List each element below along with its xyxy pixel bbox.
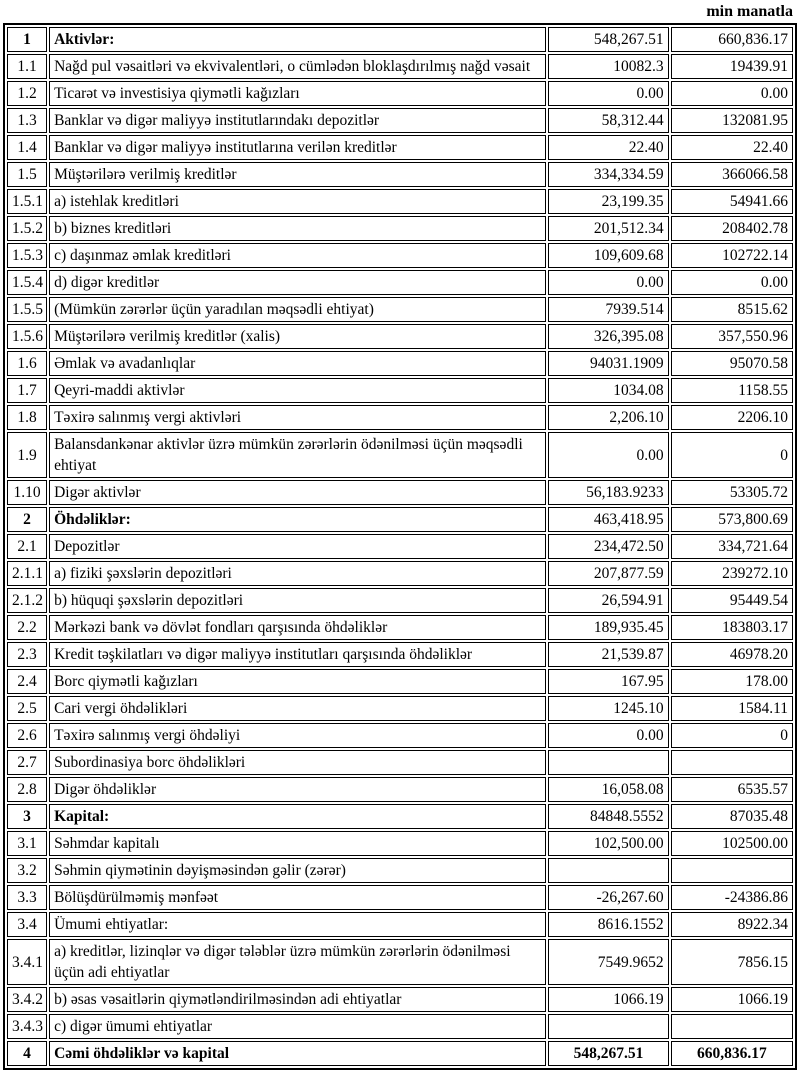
table-row — [7, 189, 793, 214]
row-label-cell: Səhmdar kapitalı — [49, 831, 546, 856]
unit-label: min manatla — [706, 3, 793, 20]
value-cell-2: -24386.86 — [671, 885, 793, 910]
table-row — [7, 507, 793, 532]
row-label-cell: b) hüquqi şəxslərin depozitləri — [49, 588, 546, 613]
table-row — [7, 912, 793, 937]
table-row — [7, 885, 793, 910]
row-number-cell: 2.2 — [7, 615, 47, 640]
table-row — [7, 939, 793, 985]
row-number-cell: 1.5.2 — [7, 216, 47, 241]
row-label-cell: Kredit təşkilatları və digər maliyyə institutları qarşısında öhdəliklər — [49, 642, 546, 667]
row-label-cell: Banklar və digər maliyyə institutlarına verilən kreditlər — [49, 135, 546, 160]
row-label-cell: d) digər kreditlər — [49, 270, 546, 295]
value-cell-2 — [671, 750, 793, 775]
table-row — [7, 216, 793, 241]
table-row — [7, 27, 793, 52]
value-cell-1: 0.00 — [548, 723, 668, 748]
row-label-cell: Ümumi ehtiyatlar: — [49, 912, 546, 937]
row-number-cell: 1.1 — [7, 54, 47, 79]
table-row — [7, 561, 793, 586]
row-number-cell: 1.2 — [7, 81, 47, 106]
value-cell-1: 334,334.59 — [548, 162, 668, 187]
value-cell-2: 183803.17 — [671, 615, 793, 640]
value-cell-2 — [671, 1014, 793, 1039]
value-cell-1: 8616.1552 — [548, 912, 668, 937]
value-cell-1: 0.00 — [548, 81, 668, 106]
value-cell-1: 548,267.51 — [548, 1041, 668, 1066]
row-number-cell: 2.1.2 — [7, 588, 47, 613]
value-cell-1: 21,539.87 — [548, 642, 668, 667]
row-label-cell: Səhmin qiymətinin dəyişməsindən gəlir (zərər) — [49, 858, 546, 883]
value-cell-1: 16,058.08 — [548, 777, 668, 802]
row-label-cell: b) əsas vəsaitlərin qiymətləndirilməsindən adi ehtiyatlar — [49, 987, 546, 1012]
value-cell-1: 58,312.44 — [548, 108, 668, 133]
row-label-cell: a) fiziki şəxslərin depozitləri — [49, 561, 546, 586]
row-number-cell: 1.5 — [7, 162, 47, 187]
value-cell-1: 167.95 — [548, 669, 668, 694]
row-number-cell: 3.2 — [7, 858, 47, 883]
row-label-cell: a) kreditlər, lizinqlər və digər tələblər üzrə mümkün zərərlərin ödənilməsi üçün adi ehtiyatlar — [49, 939, 546, 985]
value-cell-2: 22.40 — [671, 135, 793, 160]
row-number-cell: 1.4 — [7, 135, 47, 160]
row-number-cell: 1.5.4 — [7, 270, 47, 295]
value-cell-2: 87035.48 — [671, 804, 793, 829]
value-cell-1: 463,418.95 — [548, 507, 668, 532]
table-row — [7, 534, 793, 559]
table-row — [7, 81, 793, 106]
value-cell-1: 1245.10 — [548, 696, 668, 721]
table-row — [7, 162, 793, 187]
value-cell-2: 366066.58 — [671, 162, 793, 187]
value-cell-1: 109,609.68 — [548, 243, 668, 268]
row-label-cell: Ticarət və investisiya qiymətli kağızları — [49, 81, 546, 106]
row-label-cell: Borc qiymətli kağızları — [49, 669, 546, 694]
row-label-cell: Aktivlər: — [49, 27, 546, 52]
value-cell-1: 1034.08 — [548, 378, 668, 403]
row-label-cell: Cəmi öhdəliklər və kapital — [49, 1041, 546, 1066]
row-number-cell: 1.9 — [7, 432, 47, 478]
value-cell-1: 84848.5552 — [548, 804, 668, 829]
table-row — [7, 324, 793, 349]
row-label-cell: c) digər ümumi ehtiyatlar — [49, 1014, 546, 1039]
row-number-cell: 3.3 — [7, 885, 47, 910]
row-label-cell: Qeyri-maddi aktivlər — [49, 378, 546, 403]
value-cell-2: 8922.34 — [671, 912, 793, 937]
row-number-cell: 2.4 — [7, 669, 47, 694]
table-row — [7, 1014, 793, 1039]
value-cell-1 — [548, 858, 668, 883]
row-label-cell: Əmlak və avadanlıqlar — [49, 351, 546, 376]
row-label-cell: Nağd pul vəsaitləri və ekvivalentləri, o cümlədən bloklaşdırılmış nağd vəsait — [49, 54, 546, 79]
value-cell-2 — [671, 858, 793, 883]
value-cell-1 — [548, 750, 668, 775]
value-cell-2: 1584.11 — [671, 696, 793, 721]
value-cell-2: 95449.54 — [671, 588, 793, 613]
table-row — [7, 351, 793, 376]
table-row — [7, 804, 793, 829]
value-cell-1: 7939.514 — [548, 297, 668, 322]
value-cell-1 — [548, 1014, 668, 1039]
table-row — [7, 669, 793, 694]
row-number-cell: 1.10 — [7, 480, 47, 505]
value-cell-2: 0 — [671, 723, 793, 748]
row-number-cell: 2.8 — [7, 777, 47, 802]
row-number-cell: 1.7 — [7, 378, 47, 403]
table-row — [7, 696, 793, 721]
table-row — [7, 588, 793, 613]
value-cell-1: 0.00 — [548, 270, 668, 295]
value-cell-2: 208402.78 — [671, 216, 793, 241]
row-label-cell: Müştərilərə verilmiş kreditlər — [49, 162, 546, 187]
row-number-cell: 3.4 — [7, 912, 47, 937]
row-number-cell: 2.1 — [7, 534, 47, 559]
value-cell-2: 102500.00 — [671, 831, 793, 856]
value-cell-2: 1066.19 — [671, 987, 793, 1012]
row-number-cell: 2.7 — [7, 750, 47, 775]
row-label-cell: c) daşınmaz əmlak kreditləri — [49, 243, 546, 268]
row-label-cell: a) istehlak kreditləri — [49, 189, 546, 214]
value-cell-1: 23,199.35 — [548, 189, 668, 214]
row-number-cell: 2.5 — [7, 696, 47, 721]
row-number-cell: 3.1 — [7, 831, 47, 856]
value-cell-1: 234,472.50 — [548, 534, 668, 559]
value-cell-2: 54941.66 — [671, 189, 793, 214]
row-number-cell: 1.5.5 — [7, 297, 47, 322]
row-label-cell: Müştərilərə verilmiş kreditlər (xalis) — [49, 324, 546, 349]
value-cell-2: 239272.10 — [671, 561, 793, 586]
value-cell-2: 660,836.17 — [671, 1041, 793, 1066]
value-cell-2: 0 — [671, 432, 793, 478]
table-row — [7, 297, 793, 322]
row-number-cell: 1 — [7, 27, 47, 52]
value-cell-2: 19439.91 — [671, 54, 793, 79]
table-row — [7, 642, 793, 667]
value-cell-1: 548,267.51 — [548, 27, 668, 52]
row-number-cell: 2.3 — [7, 642, 47, 667]
table-body — [7, 27, 793, 1066]
row-number-cell: 2 — [7, 507, 47, 532]
value-cell-1: 207,877.59 — [548, 561, 668, 586]
row-label-cell: Depozitlər — [49, 534, 546, 559]
table-row — [7, 858, 793, 883]
row-label-cell: Balansdankənar aktivlər üzrə mümkün zərərlərin ödənilməsi üçün məqsədli ehtiyat — [49, 432, 546, 478]
row-label-cell: Digər öhdəliklər — [49, 777, 546, 802]
value-cell-2: 0.00 — [671, 270, 793, 295]
row-label-cell: Mərkəzi bank və dövlət fondları qarşısında öhdəliklər — [49, 615, 546, 640]
value-cell-2: 660,836.17 — [671, 27, 793, 52]
table-row — [7, 750, 793, 775]
row-label-cell: Öhdəliklər: — [49, 507, 546, 532]
row-number-cell: 4 — [7, 1041, 47, 1066]
value-cell-1: 56,183.9233 — [548, 480, 668, 505]
value-cell-2: 53305.72 — [671, 480, 793, 505]
table-row — [7, 135, 793, 160]
table-row — [7, 405, 793, 430]
value-cell-2: 1158.55 — [671, 378, 793, 403]
value-cell-1: 26,594.91 — [548, 588, 668, 613]
value-cell-2: 132081.95 — [671, 108, 793, 133]
value-cell-1: 94031.1909 — [548, 351, 668, 376]
value-cell-2: 334,721.64 — [671, 534, 793, 559]
row-number-cell: 1.5.3 — [7, 243, 47, 268]
table-row — [7, 777, 793, 802]
row-label-cell: b) biznes kreditləri — [49, 216, 546, 241]
value-cell-2: 573,800.69 — [671, 507, 793, 532]
row-number-cell: 3.4.3 — [7, 1014, 47, 1039]
row-number-cell: 1.6 — [7, 351, 47, 376]
table-row — [7, 270, 793, 295]
table-row — [7, 615, 793, 640]
table-row — [7, 723, 793, 748]
row-label-cell: Subordinasiya borc öhdəlikləri — [49, 750, 546, 775]
table-row — [7, 243, 793, 268]
value-cell-1: 1066.19 — [548, 987, 668, 1012]
row-number-cell: 3 — [7, 804, 47, 829]
row-number-cell: 3.4.1 — [7, 939, 47, 985]
value-cell-1: 22.40 — [548, 135, 668, 160]
value-cell-2: 46978.20 — [671, 642, 793, 667]
row-label-cell: Banklar və digər maliyyə institutlarındakı depozitlər — [49, 108, 546, 133]
value-cell-2: 0.00 — [671, 81, 793, 106]
row-label-cell: Cari vergi öhdəlikləri — [49, 696, 546, 721]
row-label-cell: Kapital: — [49, 804, 546, 829]
value-cell-1: -26,267.60 — [548, 885, 668, 910]
row-number-cell: 1.8 — [7, 405, 47, 430]
row-label-cell: Təxirə salınmış vergi öhdəliyi — [49, 723, 546, 748]
value-cell-1: 201,512.34 — [548, 216, 668, 241]
value-cell-1: 0.00 — [548, 432, 668, 478]
table-row — [7, 831, 793, 856]
row-number-cell: 1.5.6 — [7, 324, 47, 349]
value-cell-2: 95070.58 — [671, 351, 793, 376]
row-number-cell: 2.1.1 — [7, 561, 47, 586]
table-row — [7, 108, 793, 133]
table-row — [7, 54, 793, 79]
value-cell-2: 2206.10 — [671, 405, 793, 430]
balance-sheet-table — [3, 23, 797, 1070]
value-cell-1: 10082.3 — [548, 54, 668, 79]
total-row — [7, 1041, 793, 1066]
row-number-cell: 1.3 — [7, 108, 47, 133]
row-label-cell: Bölüşdürülməmiş mənfəət — [49, 885, 546, 910]
value-cell-2: 7856.15 — [671, 939, 793, 985]
table-row — [7, 378, 793, 403]
row-label-cell: (Mümkün zərərlər üçün yaradılan məqsədli ehtiyat) — [49, 297, 546, 322]
value-cell-2: 102722.14 — [671, 243, 793, 268]
row-label-cell: Təxirə salınmış vergi aktivləri — [49, 405, 546, 430]
row-number-cell: 3.4.2 — [7, 987, 47, 1012]
value-cell-1: 7549.9652 — [548, 939, 668, 985]
value-cell-2: 6535.57 — [671, 777, 793, 802]
value-cell-1: 102,500.00 — [548, 831, 668, 856]
table-row — [7, 480, 793, 505]
row-number-cell: 1.5.1 — [7, 189, 47, 214]
value-cell-1: 326,395.08 — [548, 324, 668, 349]
value-cell-2: 8515.62 — [671, 297, 793, 322]
row-label-cell: Digər aktivlər — [49, 480, 546, 505]
value-cell-2: 357,550.96 — [671, 324, 793, 349]
value-cell-1: 2,206.10 — [548, 405, 668, 430]
row-number-cell: 2.6 — [7, 723, 47, 748]
value-cell-1: 189,935.45 — [548, 615, 668, 640]
table-row — [7, 987, 793, 1012]
value-cell-2: 178.00 — [671, 669, 793, 694]
table-row — [7, 432, 793, 478]
